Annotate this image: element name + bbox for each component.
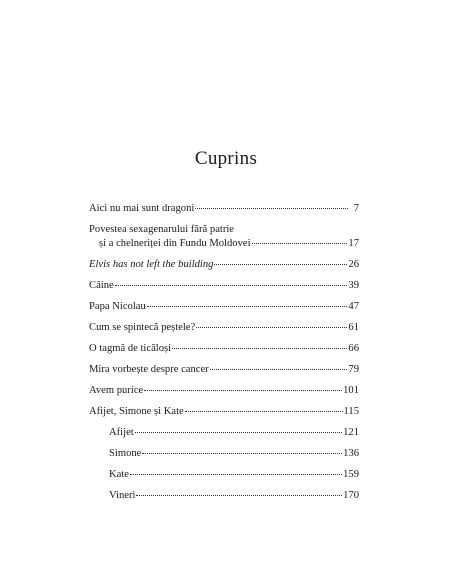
page-title: Cuprins [194, 148, 258, 169]
toc-entry-continuation [89, 238, 359, 259]
dot-leader [130, 474, 342, 475]
dot-leader [185, 411, 343, 412]
toc-subentry [89, 469, 359, 490]
toc-entry [89, 406, 359, 427]
table-of-contents [89, 203, 359, 511]
toc-entry-title: și a chelneriței din Fundu Moldovei [99, 238, 251, 249]
toc-entry [89, 343, 359, 364]
dot-leader [196, 327, 347, 328]
toc-entry-page: 61 [348, 322, 359, 333]
toc-entry-title: Vineri [109, 490, 136, 501]
dot-leader [252, 243, 348, 244]
dot-leader [115, 285, 348, 286]
dot-leader [214, 264, 347, 265]
toc-entry-title: Aici nu mai sunt dragoni [89, 203, 195, 214]
toc-entry-title: Simone [109, 448, 142, 459]
toc-entry-title: Câine [89, 280, 114, 291]
toc-entry-title: Avem purice [89, 385, 144, 396]
toc-entry-page: 26 [348, 259, 359, 270]
toc-entry [89, 259, 359, 280]
toc-entry [89, 301, 359, 322]
dot-leader [135, 432, 342, 433]
dot-leader [136, 495, 342, 496]
toc-entry-page: 121 [343, 427, 359, 438]
dot-leader [147, 306, 348, 307]
toc-entry [89, 364, 359, 385]
toc-entry-page: 115 [343, 406, 359, 417]
toc-entry-page: 17 [348, 238, 359, 249]
toc-entry-page: 79 [348, 364, 359, 375]
toc-entry-title: Povestea sexagenarului fără patrie [89, 224, 235, 235]
toc-entry [89, 322, 359, 343]
toc-entry-page: 101 [343, 385, 359, 396]
toc-entry [89, 280, 359, 301]
dot-leader [172, 348, 347, 349]
toc-subentry [89, 490, 359, 511]
toc-entry [89, 203, 359, 224]
toc-entry-title: Afijet, Simone și Kate [89, 406, 184, 417]
toc-subentry [89, 448, 359, 469]
toc-subentry [89, 427, 359, 448]
toc-entry-title: O tagmă de ticăloși [89, 343, 172, 354]
toc-entry-page: 136 [343, 448, 359, 459]
dot-leader [210, 369, 348, 370]
toc-entry [89, 385, 359, 406]
toc-entry-title: Papa Nicolau [89, 301, 146, 312]
toc-entry-page: 170 [343, 490, 359, 501]
toc-entry-page: 47 [348, 301, 359, 312]
toc-entry-title: Elvis has not left the building [89, 259, 214, 270]
toc-entry-title: Kate [109, 469, 129, 480]
toc-entry-page: 159 [343, 469, 359, 480]
toc-entry-title: Mira vorbește despre cancer [89, 364, 209, 375]
toc-entry-page: 66 [348, 343, 359, 354]
dot-leader [144, 390, 342, 391]
toc-entry-title: Afijet [109, 427, 134, 438]
toc-entry-page: 39 [348, 280, 359, 291]
toc-entry-title: Cum se spintecă peștele? [89, 322, 196, 333]
toc-entry-page: 7 [353, 203, 359, 214]
dot-leader [195, 208, 348, 209]
toc-entry [89, 224, 359, 238]
dot-leader [142, 453, 342, 454]
